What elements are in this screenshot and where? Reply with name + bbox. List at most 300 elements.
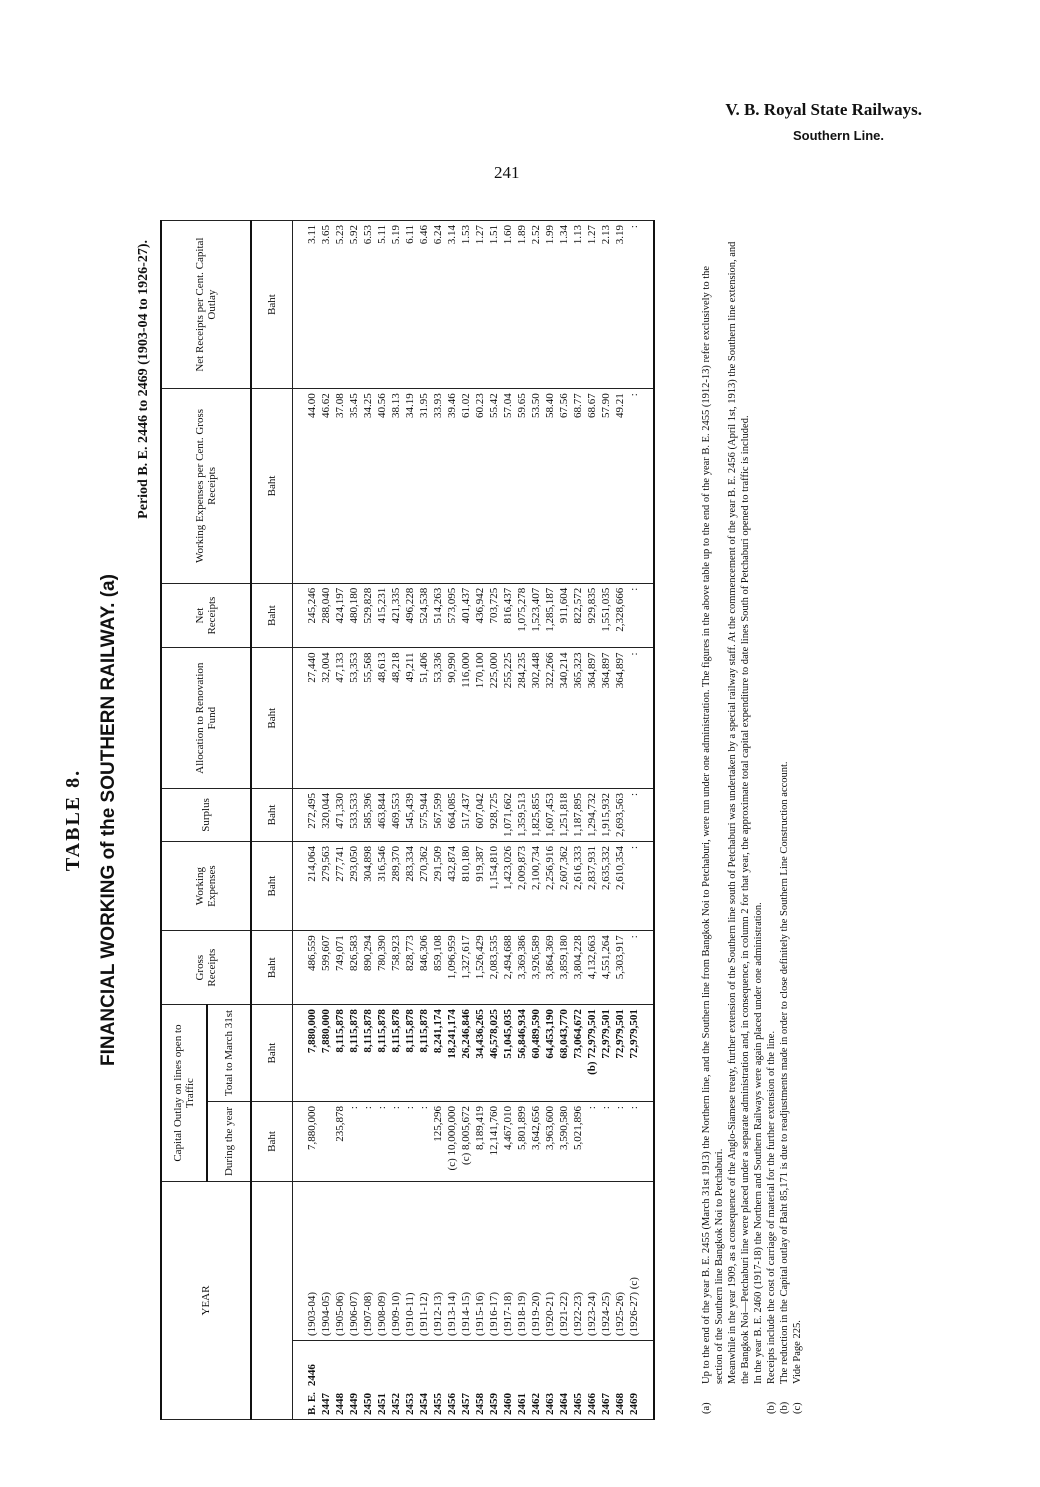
cell-capital-total: 64,453,190 [543, 1005, 557, 1102]
cell-net-receipts: 480,180 [347, 583, 361, 648]
cell-year: (1904-05) [319, 1182, 333, 1341]
cell-gross-receipts: 3,804,228 [571, 931, 585, 1005]
cell-capital-total: (b) 72,979,501 [585, 1005, 599, 1102]
cell-working-pct: 33.93 [431, 389, 445, 584]
cell-capital-during-year: : [627, 1102, 654, 1182]
cell-working-expenses: 270,362 [417, 841, 431, 930]
cell-capital-total: 7,880,000 [293, 1005, 320, 1102]
cell-capital-during-year: : [599, 1102, 613, 1182]
cell-gross-receipts: 3,369,386 [515, 931, 529, 1005]
cell-surplus: 1,071,662 [501, 788, 515, 841]
footnote-text: Meanwhile in the year 1909, as a consequence of the Anglo-Siamese treaty, further extension of the Southern line south of Petchaburi was undertaken by a special railway staff. At the commencement of the year B. E. 2456 (April 1st, 1913) the Southern line extension, and the Bangkok Noi—Petchaburi line were placed under a separate administration and, in consequence, in column 2 for that year, the approximate total capital expenditure to date lines South of Petchaburi opened to traffic is included. [727, 241, 751, 1384]
cell-working-expenses: 277,741 [333, 841, 347, 930]
cell-capital-total: 18,241,174 [445, 1005, 459, 1102]
header-working-expenses: Working Expenses [161, 841, 251, 930]
cell-surplus: 545,439 [403, 788, 417, 841]
cell-capital-during-year: 3,963,600 [543, 1102, 557, 1182]
cell-working-expenses: 2,616,333 [571, 841, 585, 930]
cell-capital-total: 7,880,000 [319, 1005, 333, 1102]
footnote [726, 234, 752, 1414]
cell-gross-receipts: 846,306 [417, 931, 431, 1005]
cell-net-receipts: 421,335 [389, 583, 403, 648]
cell-year: (1913-14) [445, 1182, 459, 1341]
footnote-mark: (a) [701, 1402, 712, 1414]
table-row [473, 221, 487, 1420]
header-capital-outlay: Capital Outlay on lines open to Traffic [161, 1005, 207, 1182]
cell-working-expenses: 316,546 [375, 841, 389, 930]
table-row [293, 221, 320, 1420]
cell-working-expenses: 432,874 [445, 841, 459, 930]
cell-capital-during-year [319, 1102, 333, 1182]
cell-capital-total: 34,436,265 [473, 1005, 487, 1102]
table-row [571, 221, 585, 1420]
table-body [293, 221, 655, 1420]
cell-year: (1914-15) [459, 1182, 473, 1341]
cell-working-expenses: 2,009,873 [515, 841, 529, 930]
cell-year: (1915-16) [473, 1182, 487, 1341]
cell-allocation: 255,225 [501, 648, 515, 788]
cell-net-receipts: 401,437 [459, 583, 473, 648]
cell-year: (1911-12) [417, 1182, 431, 1341]
cell-allocation: 170,100 [473, 648, 487, 788]
table-row [501, 221, 515, 1420]
cell-net-receipts: 573,095 [445, 583, 459, 648]
cell-working-expenses: 289,370 [389, 841, 403, 930]
cell-capital-during-year: : [417, 1102, 431, 1182]
cell-working-pct: 40.56 [375, 389, 389, 584]
cell-net-receipts: 524,538 [417, 583, 431, 648]
cell-year: (1909-10) [389, 1182, 403, 1341]
cell-net-receipts: 1,075,278 [515, 583, 529, 648]
cell-net-receipts: 424,197 [333, 583, 347, 648]
cell-surplus: 533,533 [347, 788, 361, 841]
cell-capital-during-year: 12,141,760 [487, 1102, 501, 1182]
cell-be-year: 2453 [403, 1341, 417, 1420]
cell-working-expenses: 304,898 [361, 841, 375, 930]
cell-be-year: 2462 [529, 1341, 543, 1420]
cell-capital-total: 8,115,878 [375, 1005, 389, 1102]
cell-net-receipts: 1,551,035 [599, 583, 613, 648]
cell-net-receipts: 822,572 [571, 583, 585, 648]
unit-cell [251, 1182, 293, 1420]
cell-be-year: 2461 [515, 1341, 529, 1420]
cell-net-pct: 6.11 [403, 221, 417, 389]
cell-allocation: 322,266 [543, 648, 557, 788]
cell-capital-total: 26,246,846 [459, 1005, 473, 1102]
cell-net-pct: 2.13 [599, 221, 613, 389]
railway-title: V. B. Royal State Railways. [725, 100, 922, 119]
cell-allocation: 51,406 [417, 648, 431, 788]
cell-working-pct: 60.23 [473, 389, 487, 584]
table-row [347, 221, 361, 1420]
header-during-year: During the year [207, 1102, 251, 1182]
cell-net-pct: 5.23 [333, 221, 347, 389]
cell-net-pct: 3.14 [445, 221, 459, 389]
cell-capital-during-year: 4,467,010 [501, 1102, 515, 1182]
cell-net-pct: 1.89 [515, 221, 529, 389]
cell-allocation: 49,211 [403, 648, 417, 788]
cell-year: (1926-27) (c) [627, 1182, 654, 1341]
footnote-mark [726, 1384, 752, 1414]
unit-cell: Baht [251, 841, 293, 930]
cell-net-receipts: 1,523,407 [529, 583, 543, 648]
cell-capital-during-year: : [585, 1102, 599, 1182]
table-row [445, 221, 459, 1420]
table-caption: FINANCIAL WORKING of the SOUTHERN RAILWAY. (a) [98, 574, 119, 1066]
cell-net-receipts: 514,263 [431, 583, 445, 648]
cell-capital-total: 72,979,501 [599, 1005, 613, 1102]
cell-be-year: 2467 [599, 1341, 613, 1420]
unit-cell: Baht [251, 583, 293, 648]
cell-allocation: 47,133 [333, 648, 347, 788]
cell-net-receipts: 415,231 [375, 583, 389, 648]
footnote-mark [752, 1384, 765, 1414]
cell-working-pct: 57.90 [599, 389, 613, 584]
cell-working-pct: 49.21 [613, 389, 627, 584]
cell-working-pct: 68.67 [585, 389, 599, 584]
cell-gross-receipts: 2,083,535 [487, 931, 501, 1005]
cell-capital-during-year: 3,642,656 [529, 1102, 543, 1182]
footnote-text: Vide Page 225. [792, 1320, 803, 1384]
cell-surplus: : [627, 788, 654, 841]
cell-working-pct: 46.62 [319, 389, 333, 584]
cell-surplus: 1,359,513 [515, 788, 529, 841]
cell-capital-during-year: 235,878 [333, 1102, 347, 1182]
cell-gross-receipts: 3,859,180 [557, 931, 571, 1005]
cell-be-year: 2469 [627, 1341, 654, 1420]
cell-working-expenses: 2,610,354 [613, 841, 627, 930]
table-row [585, 221, 599, 1420]
unit-cell: Baht [251, 1102, 293, 1182]
table-row [557, 221, 571, 1420]
cell-surplus: 469,553 [389, 788, 403, 841]
cell-surplus: 320,044 [319, 788, 333, 841]
table-row [529, 221, 543, 1420]
cell-capital-total: 8,115,878 [361, 1005, 375, 1102]
cell-allocation: 48,218 [389, 648, 403, 788]
cell-capital-during-year: 8,189,419 [473, 1102, 487, 1182]
cell-working-pct: : [627, 389, 654, 584]
table-label: TABLE 8. [62, 768, 84, 872]
cell-capital-total: 60,489,590 [529, 1005, 543, 1102]
cell-gross-receipts: 1,096,959 [445, 931, 459, 1005]
table-row [543, 221, 557, 1420]
footnote-mark: (b) [779, 1401, 790, 1414]
cell-net-pct: 3.65 [319, 221, 333, 389]
cell-allocation: 53,353 [347, 648, 361, 788]
cell-allocation: 340,214 [557, 648, 571, 788]
cell-allocation: 284,235 [515, 648, 529, 788]
cell-allocation: 48,613 [375, 648, 389, 788]
cell-working-pct: 61.02 [459, 389, 473, 584]
cell-year: (1923-24) [585, 1182, 599, 1341]
cell-allocation: 364,897 [599, 648, 613, 788]
cell-capital-during-year: : [389, 1102, 403, 1182]
cell-net-pct: 3.11 [293, 221, 320, 389]
cell-year: (1903-04) [293, 1182, 320, 1341]
cell-working-pct: 35.45 [347, 389, 361, 584]
cell-year: (1922-23) [571, 1182, 585, 1341]
cell-gross-receipts: 3,864,369 [543, 931, 557, 1005]
era-label: B. E. [306, 1392, 318, 1415]
unit-cell: Baht [251, 931, 293, 1005]
cell-gross-receipts: 1,327,617 [459, 931, 473, 1005]
header-year: YEAR [161, 1182, 251, 1420]
table-row [417, 221, 431, 1420]
cell-year: (1917-18) [501, 1182, 515, 1341]
unit-cell: Baht [251, 648, 293, 788]
footnote-text: Receipts include the cost of carriage of material for the further extension of the line. [766, 1030, 777, 1384]
table-row [375, 221, 389, 1420]
cell-year: (1920-21) [543, 1182, 557, 1341]
cell-capital-during-year: 3,590,580 [557, 1102, 571, 1182]
cell-net-pct: : [627, 221, 654, 389]
cell-working-expenses: 810,180 [459, 841, 473, 930]
cell-surplus: 1,251,818 [557, 788, 571, 841]
cell-net-receipts: 911,604 [557, 583, 571, 648]
cell-be-year: 2456 [445, 1341, 459, 1420]
cell-net-pct: 6.24 [431, 221, 445, 389]
page-number: 241 [494, 163, 520, 182]
cell-gross-receipts: 758,923 [389, 931, 403, 1005]
header-allocation: Allocation to Renovation Fund [161, 648, 251, 788]
cell-working-expenses: 2,100,734 [529, 841, 543, 930]
cell-be-year: 2468 [613, 1341, 627, 1420]
cell-working-expenses: 2,635,332 [599, 841, 613, 930]
table-row [389, 221, 403, 1420]
cell-gross-receipts: 4,551,264 [599, 931, 613, 1005]
rotated-table-block [40, 220, 920, 1420]
cell-surplus: 928,725 [487, 788, 501, 841]
cell-capital-during-year: 5,021,896 [571, 1102, 585, 1182]
cell-year: (1910-11) [403, 1182, 417, 1341]
table-row [599, 221, 613, 1420]
cell-capital-total: 73,064,672 [571, 1005, 585, 1102]
cell-gross-receipts: 1,526,429 [473, 931, 487, 1005]
cell-surplus: 1,915,932 [599, 788, 613, 841]
cell-working-pct: 34.25 [361, 389, 375, 584]
footnote [700, 234, 726, 1414]
cell-be-year: 2463 [543, 1341, 557, 1420]
cell-capital-total: 46,578,025 [487, 1005, 501, 1102]
cell-capital-total: 8,115,878 [347, 1005, 361, 1102]
cell-be-year: 2450 [361, 1341, 375, 1420]
cell-be-year: 2458 [473, 1341, 487, 1420]
cell-working-expenses: : [627, 841, 654, 930]
cell-working-pct: 31.95 [417, 389, 431, 584]
footnote-mark: (b) [766, 1401, 777, 1414]
cell-working-expenses: 293,050 [347, 841, 361, 930]
cell-gross-receipts: : [627, 931, 654, 1005]
cell-working-expenses: 2,837,931 [585, 841, 599, 930]
cell-working-pct: 55.42 [487, 389, 501, 584]
cell-be-year: 2460 [501, 1341, 515, 1420]
cell-capital-total: 8,115,878 [333, 1005, 347, 1102]
cell-year: (1907-08) [361, 1182, 375, 1341]
cell-be-year: 2465 [571, 1341, 585, 1420]
cell-year: (1918-19) [515, 1182, 529, 1341]
cell-working-expenses: 291,509 [431, 841, 445, 930]
cell-net-receipts: 703,725 [487, 583, 501, 648]
cell-net-pct: 2.52 [529, 221, 543, 389]
cell-surplus: 1,607,453 [543, 788, 557, 841]
cell-gross-receipts: 890,294 [361, 931, 375, 1005]
cell-year: (1925-26) [613, 1182, 627, 1341]
cell-year: (1905-06) [333, 1182, 347, 1341]
table-row [431, 221, 445, 1420]
cell-working-expenses: 2,256,916 [543, 841, 557, 930]
cell-capital-total: 8,115,878 [417, 1005, 431, 1102]
cell-working-pct: 59.65 [515, 389, 529, 584]
cell-surplus: 1,187,895 [571, 788, 585, 841]
cell-working-pct: 68.77 [571, 389, 585, 584]
cell-capital-during-year: : [613, 1102, 627, 1182]
cell-capital-total: 72,979,501 [627, 1005, 654, 1102]
cell-allocation: : [627, 648, 654, 788]
cell-surplus: 517,437 [459, 788, 473, 841]
footnotes [700, 234, 804, 1414]
cell-allocation: 116,000 [459, 648, 473, 788]
cell-be-year: 2447 [319, 1341, 333, 1420]
cell-capital-during-year: (c) 10,000,000 [445, 1102, 459, 1182]
cell-capital-during-year: 5,801,899 [515, 1102, 529, 1182]
footnote-text: The reduction in the Capital outlay of Baht 85,171 is due to readjustments made in order to close definitely the Southern Line Construction account. [779, 761, 790, 1384]
cell-capital-total: 56,846,934 [515, 1005, 529, 1102]
cell-surplus: 567,599 [431, 788, 445, 841]
cell-be-year: 2457 [459, 1341, 473, 1420]
cell-capital-during-year: : [403, 1102, 417, 1182]
footnote [791, 234, 804, 1414]
cell-capital-during-year: 125,296 [431, 1102, 445, 1182]
be-number: 2446 [306, 1364, 318, 1387]
cell-capital-total: 68,043,770 [557, 1005, 571, 1102]
cell-working-expenses: 283,334 [403, 841, 417, 930]
cell-capital-during-year: : [361, 1102, 375, 1182]
unit-cell: Baht [251, 389, 293, 584]
header-surplus: Surplus [161, 788, 251, 841]
cell-working-expenses: 1,423,026 [501, 841, 515, 930]
cell-year: (1919-20) [529, 1182, 543, 1341]
header-gross-receipts: Gross Receipts [161, 931, 251, 1005]
cell-capital-total: 51,045,035 [501, 1005, 515, 1102]
footnote-text: In the year B. E. 2460 (1917-18) the Northern and Southern Railways were again placed under one administration. [753, 902, 764, 1384]
table-row [487, 221, 501, 1420]
cell-be-year: 2459 [487, 1341, 501, 1420]
footnote-text: Up to the end of the year B. E. 2455 (March 31st 1913) the Northern line, and the Southern line from Bangkok Noi to Petchaburi, were run under one administration. The figures in the above table up to the end of the year B. E. 2455 (1912-13) refer exclusively to the section of the Southern line Bangkok Noi to Petchaburi. [701, 265, 725, 1384]
unit-cell: Baht [251, 788, 293, 841]
cell-net-pct: 1.27 [473, 221, 487, 389]
cell-working-pct: 53.50 [529, 389, 543, 584]
cell-working-expenses: 279,563 [319, 841, 333, 930]
cell-allocation: 302,448 [529, 648, 543, 788]
cell-net-pct: 1.60 [501, 221, 515, 389]
cell-capital-during-year: : [375, 1102, 389, 1182]
cell-be-year: 2466 [585, 1341, 599, 1420]
cell-be-year [293, 1341, 320, 1420]
table-row [361, 221, 375, 1420]
cell-net-pct: 6.53 [361, 221, 375, 389]
cell-year: (1916-17) [487, 1182, 501, 1341]
cell-year: (1906-07) [347, 1182, 361, 1341]
cell-gross-receipts: 2,494,688 [501, 931, 515, 1005]
unit-cell: Baht [251, 1005, 293, 1102]
table-row [459, 221, 473, 1420]
cell-net-pct: 5.19 [389, 221, 403, 389]
cell-allocation: 27,440 [293, 648, 320, 788]
table-row [627, 221, 654, 1420]
cell-net-receipts: 529,828 [361, 583, 375, 648]
cell-net-receipts: 929,835 [585, 583, 599, 648]
cell-working-expenses: 1,154,810 [487, 841, 501, 930]
cell-gross-receipts: 3,926,589 [529, 931, 543, 1005]
cell-capital-total: 8,115,878 [389, 1005, 403, 1102]
table-row [515, 221, 529, 1420]
cell-surplus: 471,330 [333, 788, 347, 841]
cell-net-pct: 6.46 [417, 221, 431, 389]
table-row [613, 221, 627, 1420]
cell-be-year: 2448 [333, 1341, 347, 1420]
cell-working-expenses: 919,387 [473, 841, 487, 930]
cell-working-pct: 67.56 [557, 389, 571, 584]
financial-table [160, 220, 655, 1420]
cell-working-pct: 38.13 [389, 389, 403, 584]
unit-cell: Baht [251, 221, 293, 389]
cell-capital-during-year: : [347, 1102, 361, 1182]
cell-allocation: 53,336 [431, 648, 445, 788]
cell-year: (1912-13) [431, 1182, 445, 1341]
cell-surplus: 272,495 [293, 788, 320, 841]
cell-net-pct: 1.53 [459, 221, 473, 389]
cell-net-receipts: 1,285,187 [543, 583, 557, 648]
cell-working-pct: 57.04 [501, 389, 515, 584]
cell-net-receipts: 245,246 [293, 583, 320, 648]
cell-net-receipts: 288,040 [319, 583, 333, 648]
cell-be-year: 2449 [347, 1341, 361, 1420]
cell-be-year: 2454 [417, 1341, 431, 1420]
cell-working-pct: 34.19 [403, 389, 417, 584]
cell-gross-receipts: 749,071 [333, 931, 347, 1005]
cell-allocation: 55,568 [361, 648, 375, 788]
cell-be-year: 2464 [557, 1341, 571, 1420]
cell-working-expenses: 2,607,362 [557, 841, 571, 930]
table-period: Period B. E. 2446 to 2469 (1903-04 to 1926-27). [136, 240, 151, 519]
cell-gross-receipts: 780,390 [375, 931, 389, 1005]
cell-working-pct: 37.08 [333, 389, 347, 584]
cell-net-pct: 1.13 [571, 221, 585, 389]
cell-net-receipts: 2,328,666 [613, 583, 627, 648]
header-net-receipts: Net Receipts [161, 583, 251, 648]
cell-surplus: 463,844 [375, 788, 389, 841]
cell-allocation: 364,897 [585, 648, 599, 788]
header-total-to-march: Total to March 31st [207, 1005, 251, 1102]
cell-net-receipts: 816,437 [501, 583, 515, 648]
cell-capital-total: 72,979,501 [613, 1005, 627, 1102]
cell-gross-receipts: 5,303,917 [613, 931, 627, 1005]
cell-surplus: 1,825,855 [529, 788, 543, 841]
cell-gross-receipts: 859,108 [431, 931, 445, 1005]
cell-allocation: 365,323 [571, 648, 585, 788]
header-net-pct: Net Receipts per Cent. Capital Outlay [161, 221, 251, 389]
cell-working-pct: 39.46 [445, 389, 459, 584]
cell-surplus: 575,944 [417, 788, 431, 841]
table-row [319, 221, 333, 1420]
cell-net-receipts: : [627, 583, 654, 648]
cell-surplus: 607,042 [473, 788, 487, 841]
cell-gross-receipts: 4,132,663 [585, 931, 599, 1005]
table-row [403, 221, 417, 1420]
footnote [765, 234, 778, 1414]
cell-net-pct: 1.27 [585, 221, 599, 389]
